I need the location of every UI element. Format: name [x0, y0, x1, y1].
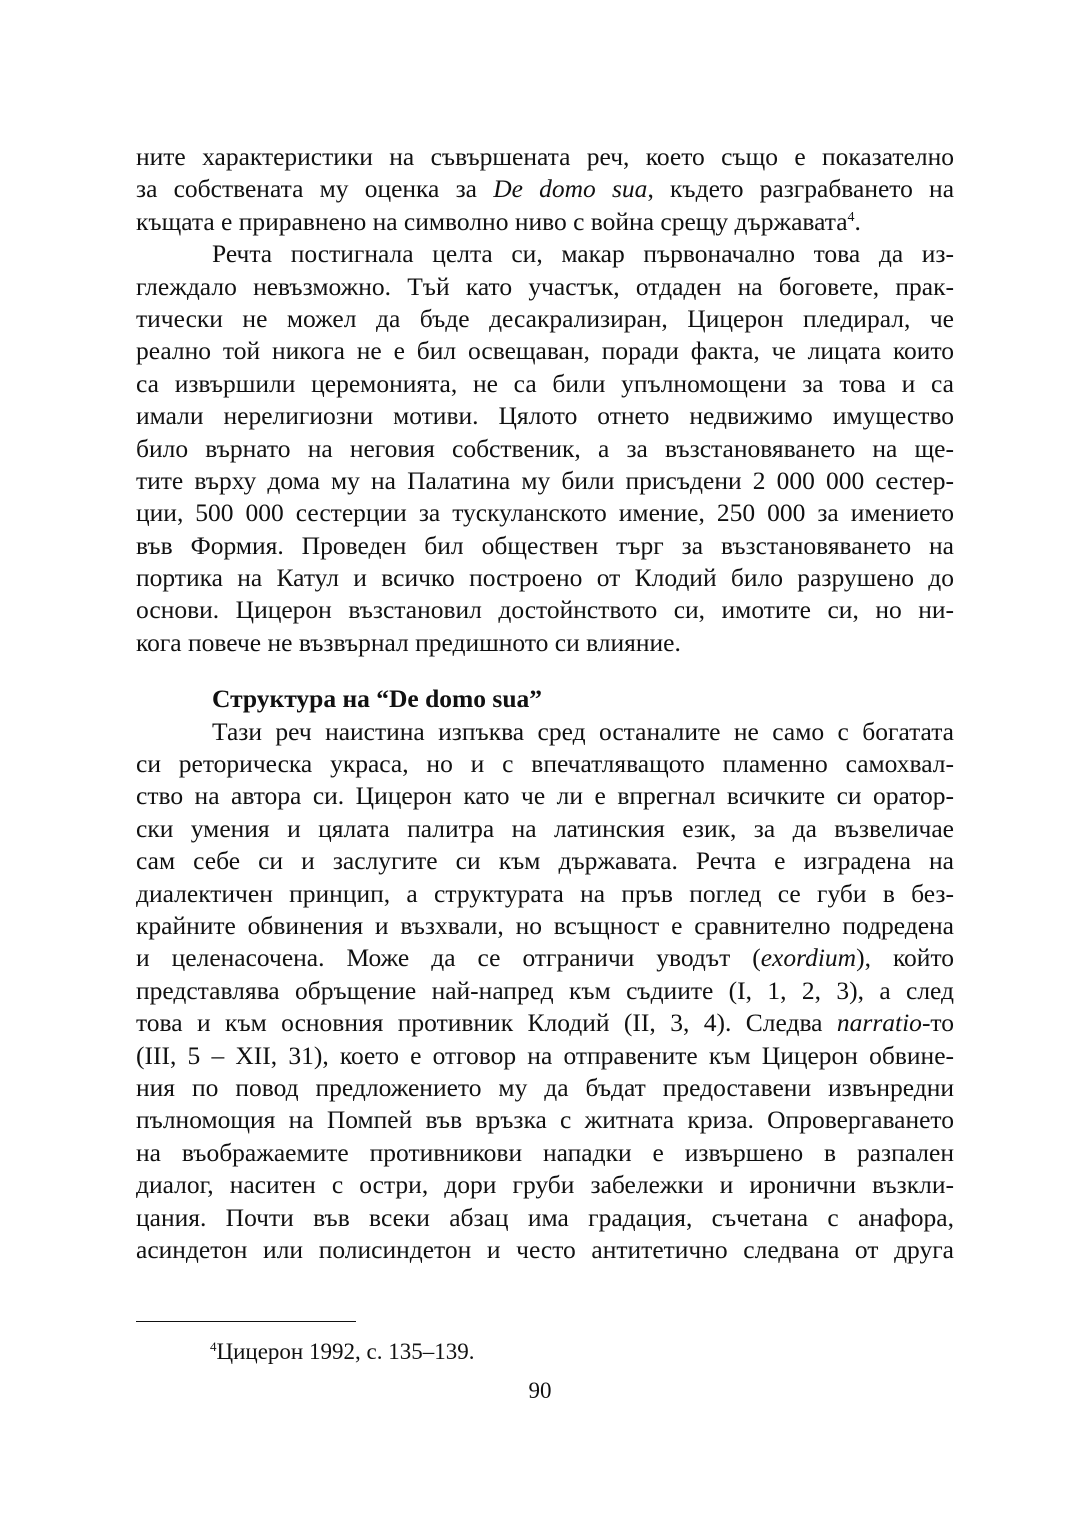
- paragraph-2-line: основи. Цицерон възстановил достойнството си, имотите си, но ни-: [136, 595, 954, 625]
- paragraph-3-line: ски умения и цялата палитра на латинския език, за да възвеличае: [136, 813, 954, 843]
- footnote-reference[interactable]: 4: [847, 209, 855, 225]
- paragraph-3-line: ния по повод предложението му да бъдат предоставени извънредни: [136, 1072, 954, 1102]
- paragraph-2-line: Речта постигнала целта си, макар първоначално това да из-: [212, 239, 954, 269]
- italic-term: narratio: [836, 1008, 922, 1038]
- paragraph-2-line: ции, 500 000 сестерции за тускуланското имение, 250 000 за имението: [136, 498, 954, 528]
- paragraph-3-line: (III, 5 – XII, 31), което е отговор на отправените към Цицерон обвине-: [136, 1040, 954, 1070]
- text-run: това и към основния противник Клодий (II, 3, 4). Следва: [136, 1008, 837, 1038]
- paragraph-3-line: на въображаемите противникови нападки е извършено в разпален: [136, 1137, 954, 1167]
- footnote-number: 4: [210, 1339, 217, 1354]
- paragraph-3-line: асиндетон или полисиндетон и често антитетично следвана от друга: [136, 1234, 954, 1264]
- text-run: .: [854, 206, 861, 236]
- paragraph-3-line: цания. Почти във всеки абзац има градация, съчетана с анафора,: [136, 1202, 954, 1232]
- text-run: за собствената му оценка за: [136, 174, 494, 204]
- paragraph-3-line: крайните обвинения и възхвали, но всъщност е сравнително подредена: [136, 910, 954, 940]
- footnote: [210, 1338, 474, 1366]
- paragraph-2-line: тите върху дома му на Палатина му били присъдени 2 000 000 сестер-: [136, 465, 954, 495]
- paragraph-3-line-narratio: [136, 1007, 954, 1039]
- paragraph-2-line: имали нерелигиозни мотиви. Цялото отнето недвижимо имущество: [136, 401, 954, 431]
- text-run: и целенасочена. Може да се отграничи уводът (: [136, 943, 761, 973]
- paragraph-2-line: било върнато на неговия собственик, а за възстановяването на ще-: [136, 433, 954, 463]
- paragraph-2-line: кога повече не възвърнал предишното си влияние.: [136, 627, 681, 657]
- paragraph-3-line: сам себе си и заслугите си към държавата. Речта е изградена на: [136, 846, 954, 876]
- paragraph-2-line: реално той никога не е бил освещаван, поради факта, че лицата които: [136, 336, 954, 366]
- paragraph-1-line-1: ните характеристики на съвършената реч, което също е показателно: [136, 142, 954, 171]
- body-text: [136, 141, 954, 1266]
- paragraph-3-line: Тази реч наистина изпъква сред останалите не само с богатата: [212, 716, 954, 746]
- section-gap: [136, 659, 954, 683]
- paragraph-3-line: пълномощия на Помпей във връзка с житната криза. Опровергаването: [136, 1105, 954, 1135]
- paragraph-3-line: представлява обръщение най-напред към съдиите (I, 1, 2, 3), а след: [136, 975, 954, 1005]
- text-run: -то: [921, 1008, 954, 1038]
- paragraph-3-line: ство на автора си. Цицерон като че ли е впрегнал всичките си оратор-: [136, 781, 954, 811]
- text-run: ), който: [856, 943, 954, 973]
- paragraph-2-line: са извършили церемонията, не са били упълномощени за това и са: [136, 368, 954, 398]
- footnote-text: Цицерон 1992, с. 135–139.: [216, 1339, 475, 1364]
- text-run: къщата е приравнено на символно ниво с война срещу държавата: [136, 206, 848, 236]
- paragraph-3-line: си реторическа украса, но и с впечатляващото пламенно самохвал-: [136, 749, 954, 779]
- page-number: 90: [528, 1378, 552, 1403]
- paragraph-1-line-2: [136, 173, 954, 205]
- italic-term: exordium: [760, 943, 857, 973]
- paragraph-2-line: във Формия. Проведен бил обществен търг за възстановяването на: [136, 530, 954, 560]
- paragraph-3-line: диалог, наситен с остри, дори груби забележки и иронични възкли-: [136, 1170, 954, 1200]
- section-heading: Структура на “De domo sua”: [212, 684, 543, 714]
- text-run: , където разграбването на: [647, 174, 955, 204]
- paragraph-2-line: портика на Катул и всичко построено от Клодий било разрушено до: [136, 563, 954, 593]
- paragraph-3-line: диалектичен принцип, а структурата на пръв поглед се губи в без-: [136, 878, 954, 908]
- paragraph-1-line-3: [136, 206, 954, 238]
- footnote-separator: [136, 1321, 356, 1322]
- paragraph-3-line-exordium: [136, 942, 954, 974]
- italic-title: De domo sua: [493, 174, 648, 204]
- paragraph-2-line: глеждало невъзможно. Тъй като участък, отдаден на боговете, прак-: [136, 271, 954, 301]
- paragraph-2-line: тически не можел да бъде десакрализиран, Цицерон пледирал, че: [136, 303, 954, 333]
